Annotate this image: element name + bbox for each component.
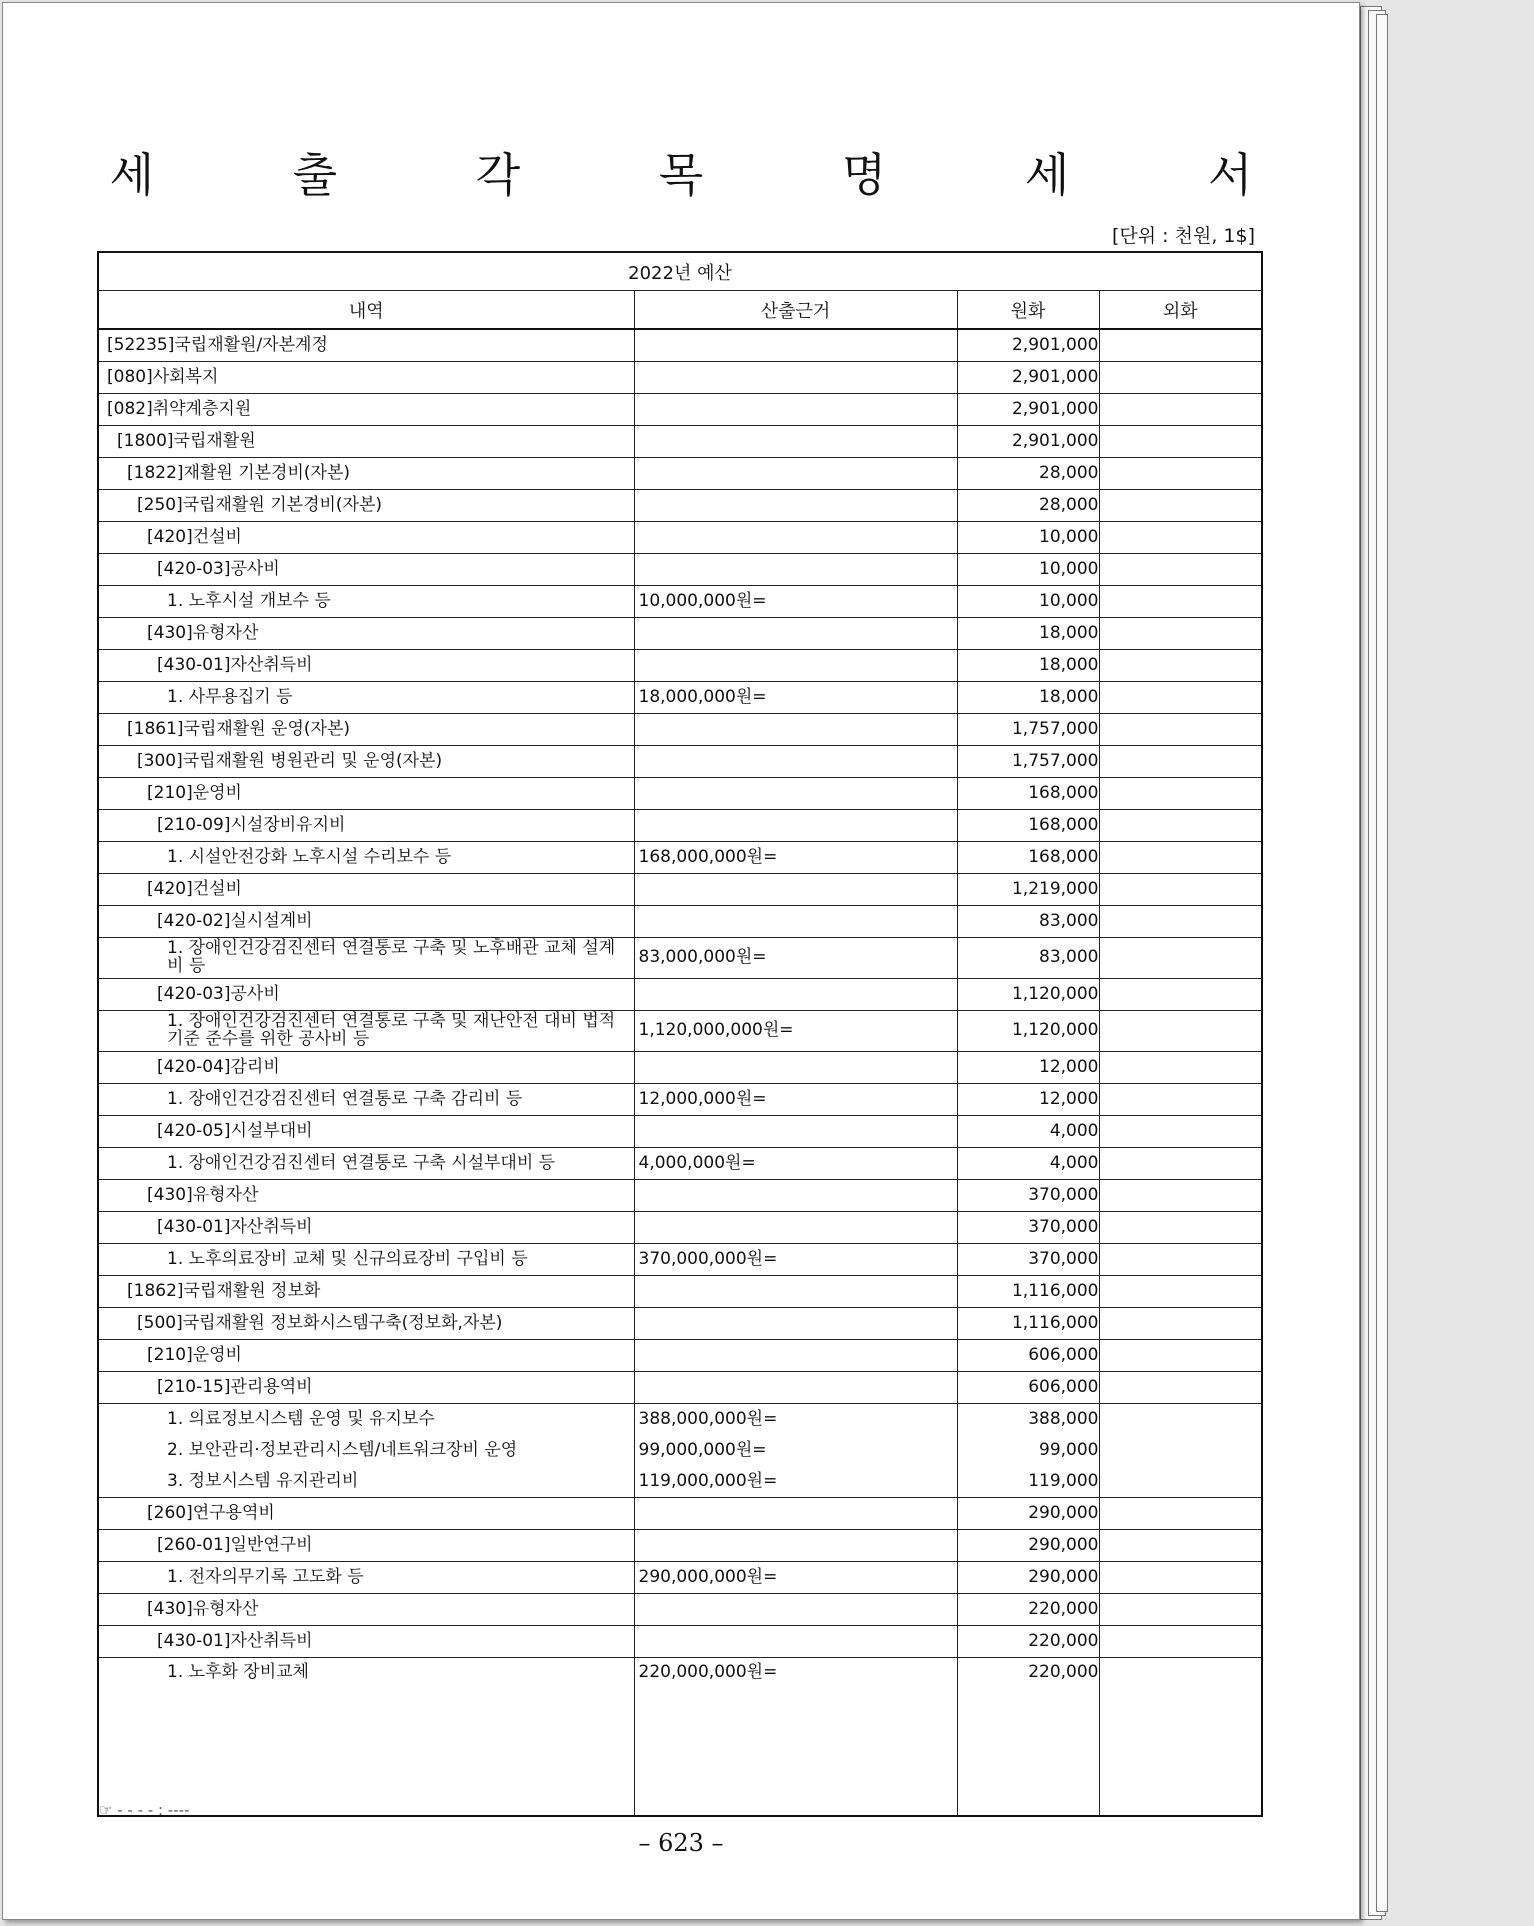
row-amount-foreign (1099, 1180, 1262, 1212)
table-row (98, 650, 1262, 682)
row-basis: 12,000,000원= (634, 1084, 957, 1116)
row-item-name: 1. 노후의료장비 교체 및 신규의료장비 구입비 등 (98, 1244, 634, 1276)
row-item-name: [430-01]자산취득비 (98, 1626, 634, 1658)
row-amount-krw: 220,000 (957, 1626, 1099, 1658)
row-amount-foreign (1099, 1244, 1262, 1276)
row-basis (634, 1308, 957, 1340)
row-amount-foreign (1099, 746, 1262, 778)
row-basis (634, 1372, 957, 1404)
row-amount-krw: 606,000 (957, 1340, 1099, 1372)
row-item-name: 1. 시설안전강화 노후시설 수리보수 등 (98, 842, 634, 874)
row-item-name: 1. 장애인건강검진센터 연결통로 구축 감리비 등 (98, 1084, 634, 1116)
row-amount-foreign (1099, 1562, 1262, 1594)
row-item-name: [420-03]공사비 (98, 554, 634, 586)
row-amount-krw: 370,000 (957, 1212, 1099, 1244)
row-item-name: [210]운영비 (98, 1340, 634, 1372)
row-item-name: 3. 정보시스템 유지관리비 (98, 1466, 634, 1498)
table-row (98, 522, 1262, 554)
row-item-name: [420-03]공사비 (98, 979, 634, 1011)
row-amount-krw: 18,000 (957, 682, 1099, 714)
row-item-name: [210-15]관리용역비 (98, 1372, 634, 1404)
row-item-name: [210]운영비 (98, 778, 634, 810)
table-row (98, 1276, 1262, 1308)
row-amount-foreign (1099, 1212, 1262, 1244)
row-item-name: [500]국립재활원 정보화시스템구축(정보화,자본) (98, 1308, 634, 1340)
row-amount-krw: 12,000 (957, 1084, 1099, 1116)
row-amount-foreign (1099, 1116, 1262, 1148)
column-header-foreign: 외화 (1099, 291, 1262, 330)
row-amount-krw: 1,757,000 (957, 746, 1099, 778)
row-basis (634, 618, 957, 650)
row-basis (634, 1594, 957, 1626)
row-amount-foreign (1099, 1084, 1262, 1116)
row-basis (634, 522, 957, 554)
row-amount-krw: 388,000 (957, 1404, 1099, 1436)
row-basis (634, 746, 957, 778)
row-item-name: [260]연구용역비 (98, 1498, 634, 1530)
row-amount-krw: 290,000 (957, 1498, 1099, 1530)
unit-label: [단위 : 천원, 1$] (1112, 225, 1255, 247)
table-row (98, 458, 1262, 490)
row-item-name: [082]취약계층지원 (98, 394, 634, 426)
row-item-name: [080]사회복지 (98, 362, 634, 394)
row-amount-foreign (1099, 979, 1262, 1011)
row-amount-foreign (1099, 1594, 1262, 1626)
row-basis: 119,000,000원= (634, 1466, 957, 1498)
row-amount-krw: 18,000 (957, 618, 1099, 650)
row-item-name: [420-02]실시설계비 (98, 906, 634, 938)
row-item-name: [1822]재활원 기본경비(자본) (98, 458, 634, 490)
row-amount-krw: 10,000 (957, 554, 1099, 586)
row-basis (634, 554, 957, 586)
row-amount-krw: 2,901,000 (957, 426, 1099, 458)
row-amount-krw: 1,757,000 (957, 714, 1099, 746)
row-basis: 83,000,000원= (634, 938, 957, 979)
footnote: ☞ - - - - : ---- (99, 1801, 190, 1819)
row-amount-foreign (1099, 906, 1262, 938)
budget-table-body (98, 329, 1262, 1816)
row-amount-foreign (1099, 1308, 1262, 1340)
row-item-name: 2. 보안관리·정보관리시스템/네트워크장비 운영 (98, 1435, 634, 1466)
table-row (98, 1404, 1262, 1436)
column-header-basis: 산출근거 (634, 291, 957, 330)
row-basis (634, 1212, 957, 1244)
row-basis: 168,000,000원= (634, 842, 957, 874)
row-item-name: [430]유형자산 (98, 618, 634, 650)
row-amount-krw: 1,116,000 (957, 1276, 1099, 1308)
table-row (98, 1052, 1262, 1084)
row-basis (634, 1276, 957, 1308)
row-basis: 99,000,000원= (634, 1435, 957, 1466)
table-row (98, 682, 1262, 714)
table-row (98, 1340, 1262, 1372)
table-row (98, 810, 1262, 842)
row-amount-foreign (1099, 1626, 1262, 1658)
row-item-name: [250]국립재활원 기본경비(자본) (98, 490, 634, 522)
row-amount-krw: 290,000 (957, 1530, 1099, 1562)
row-amount-krw: 4,000 (957, 1148, 1099, 1180)
row-amount-foreign (1099, 1148, 1262, 1180)
row-item-name: [1862]국립재활원 정보화 (98, 1276, 634, 1308)
table-row (98, 1530, 1262, 1562)
row-amount-krw: 10,000 (957, 586, 1099, 618)
table-row (98, 618, 1262, 650)
row-basis: 290,000,000원= (634, 1562, 957, 1594)
row-amount-foreign (1099, 618, 1262, 650)
row-basis (634, 1052, 957, 1084)
row-item-name: [1861]국립재활원 운영(자본) (98, 714, 634, 746)
row-item-name: 1. 노후화 장비교체 (98, 1658, 634, 1696)
row-item-name: [430]유형자산 (98, 1180, 634, 1212)
row-item-name: 1. 장애인건강검진센터 연결통로 구축 시설부대비 등 (98, 1148, 634, 1180)
row-amount-foreign (1099, 650, 1262, 682)
table-row (98, 1212, 1262, 1244)
row-amount-foreign (1099, 362, 1262, 394)
row-item-name: [52235]국립재활원/자본계정 (98, 329, 634, 362)
row-amount-foreign (1099, 1435, 1262, 1466)
row-amount-foreign (1099, 842, 1262, 874)
table-filler-row (98, 1695, 1262, 1816)
row-basis (634, 778, 957, 810)
table-row (98, 778, 1262, 810)
row-item-name: 1. 장애인건강검진센터 연결통로 구축 및 재난안전 대비 법적 기준 준수를 위한 공사비 등 (98, 1011, 634, 1052)
row-amount-krw: 370,000 (957, 1244, 1099, 1276)
row-basis: 18,000,000원= (634, 682, 957, 714)
row-basis (634, 394, 957, 426)
table-row (98, 746, 1262, 778)
row-amount-foreign (1099, 1052, 1262, 1084)
row-amount-foreign (1099, 1466, 1262, 1498)
row-amount-foreign (1099, 1658, 1262, 1696)
row-item-name: [1800]국립재활원 (98, 426, 634, 458)
row-amount-krw: 370,000 (957, 1180, 1099, 1212)
row-amount-krw: 4,000 (957, 1116, 1099, 1148)
empty-cell (957, 1695, 1099, 1816)
row-item-name: [430]유형자산 (98, 1594, 634, 1626)
table-row (98, 1466, 1262, 1498)
table-row (98, 1180, 1262, 1212)
row-amount-krw: 2,901,000 (957, 329, 1099, 362)
row-basis (634, 1116, 957, 1148)
row-amount-krw: 83,000 (957, 906, 1099, 938)
row-basis (634, 1626, 957, 1658)
row-item-name: [420]건설비 (98, 522, 634, 554)
row-item-name: [210-09]시설장비유지비 (98, 810, 634, 842)
row-item-name: 1. 노후시설 개보수 등 (98, 586, 634, 618)
row-amount-foreign (1099, 1498, 1262, 1530)
table-row (98, 1244, 1262, 1276)
table-row (98, 1435, 1262, 1466)
row-amount-krw: 99,000 (957, 1435, 1099, 1466)
row-basis (634, 810, 957, 842)
row-amount-krw: 290,000 (957, 1562, 1099, 1594)
row-basis (634, 426, 957, 458)
row-amount-krw: 168,000 (957, 842, 1099, 874)
table-row (98, 394, 1262, 426)
table-row (98, 362, 1262, 394)
row-item-name: 1. 사무용집기 등 (98, 682, 634, 714)
row-basis (634, 1530, 957, 1562)
row-basis (634, 490, 957, 522)
row-amount-krw: 10,000 (957, 522, 1099, 554)
row-amount-foreign (1099, 714, 1262, 746)
table-row (98, 1116, 1262, 1148)
empty-cell (1099, 1695, 1262, 1816)
row-item-name: [420]건설비 (98, 874, 634, 906)
column-header-item: 내역 (98, 291, 634, 330)
table-row (98, 1084, 1262, 1116)
row-amount-krw: 220,000 (957, 1594, 1099, 1626)
row-amount-krw: 119,000 (957, 1466, 1099, 1498)
row-amount-krw: 168,000 (957, 810, 1099, 842)
table-row (98, 1594, 1262, 1626)
row-item-name: 1. 장애인건강검진센터 연결통로 구축 및 노후배관 교체 설계비 등 (98, 938, 634, 979)
table-row (98, 938, 1262, 979)
row-amount-foreign (1099, 874, 1262, 906)
table-row (98, 554, 1262, 586)
table-row (98, 1372, 1262, 1404)
row-amount-krw: 28,000 (957, 458, 1099, 490)
row-item-name: [430-01]자산취득비 (98, 1212, 634, 1244)
row-basis: 220,000,000원= (634, 1658, 957, 1696)
row-basis: 370,000,000원= (634, 1244, 957, 1276)
row-amount-foreign (1099, 938, 1262, 979)
row-basis (634, 979, 957, 1011)
budget-table (97, 251, 1263, 1817)
row-item-name: 1. 의료정보시스템 운영 및 유지보수 (98, 1404, 634, 1436)
row-basis: 10,000,000원= (634, 586, 957, 618)
row-amount-foreign (1099, 682, 1262, 714)
row-basis (634, 329, 957, 362)
row-basis: 4,000,000원= (634, 1148, 957, 1180)
row-basis (634, 650, 957, 682)
row-amount-foreign (1099, 1340, 1262, 1372)
row-item-name: 1. 전자의무기록 고도화 등 (98, 1562, 634, 1594)
row-amount-krw: 168,000 (957, 778, 1099, 810)
row-basis: 388,000,000원= (634, 1404, 957, 1436)
row-amount-krw: 1,116,000 (957, 1308, 1099, 1340)
table-row (98, 1011, 1262, 1052)
table-row (98, 1626, 1262, 1658)
table-row (98, 586, 1262, 618)
row-item-name: [430-01]자산취득비 (98, 650, 634, 682)
table-row (98, 490, 1262, 522)
table-row (98, 329, 1262, 362)
row-amount-krw: 83,000 (957, 938, 1099, 979)
table-row (98, 874, 1262, 906)
row-amount-foreign (1099, 522, 1262, 554)
row-amount-foreign (1099, 458, 1262, 490)
row-item-name: [260-01]일반연구비 (98, 1530, 634, 1562)
row-item-name: [420-05]시설부대비 (98, 1116, 634, 1148)
page-stack-edge (1376, 14, 1388, 1912)
row-amount-foreign (1099, 1011, 1262, 1052)
page-title: 세 출 각 목 명 세 서 (109, 148, 1315, 202)
row-amount-krw: 2,901,000 (957, 362, 1099, 394)
row-basis (634, 362, 957, 394)
row-amount-foreign (1099, 554, 1262, 586)
table-row (98, 714, 1262, 746)
row-amount-foreign (1099, 1404, 1262, 1436)
row-amount-foreign (1099, 586, 1262, 618)
row-item-name: [420-04]감리비 (98, 1052, 634, 1084)
empty-cell (98, 1695, 634, 1816)
table-row (98, 1498, 1262, 1530)
row-amount-foreign (1099, 810, 1262, 842)
table-row (98, 1658, 1262, 1696)
row-amount-krw: 1,120,000 (957, 979, 1099, 1011)
row-basis (634, 458, 957, 490)
table-row (98, 906, 1262, 938)
row-basis (634, 1180, 957, 1212)
table-row (98, 1148, 1262, 1180)
row-basis: 1,120,000,000원= (634, 1011, 957, 1052)
document-page (2, 2, 1360, 1920)
row-amount-krw: 28,000 (957, 490, 1099, 522)
row-amount-krw: 606,000 (957, 1372, 1099, 1404)
row-amount-foreign (1099, 1530, 1262, 1562)
row-amount-krw: 2,901,000 (957, 394, 1099, 426)
row-item-name: [300]국립재활원 병원관리 및 운영(자본) (98, 746, 634, 778)
row-amount-krw: 1,219,000 (957, 874, 1099, 906)
row-basis (634, 906, 957, 938)
table-row (98, 1562, 1262, 1594)
row-amount-krw: 18,000 (957, 650, 1099, 682)
row-basis (634, 714, 957, 746)
row-amount-foreign (1099, 329, 1262, 362)
column-header-krw: 원화 (957, 291, 1099, 330)
row-amount-foreign (1099, 1276, 1262, 1308)
table-row (98, 979, 1262, 1011)
row-amount-krw: 12,000 (957, 1052, 1099, 1084)
table-row (98, 426, 1262, 458)
year-header: 2022년 예산 (98, 252, 1262, 291)
row-amount-krw: 220,000 (957, 1658, 1099, 1696)
row-amount-foreign (1099, 1372, 1262, 1404)
page-number: – 623 – (638, 1829, 724, 1857)
table-row (98, 1308, 1262, 1340)
row-basis (634, 874, 957, 906)
row-basis (634, 1340, 957, 1372)
row-amount-foreign (1099, 778, 1262, 810)
row-amount-foreign (1099, 490, 1262, 522)
row-amount-krw: 1,120,000 (957, 1011, 1099, 1052)
table-row (98, 842, 1262, 874)
row-amount-foreign (1099, 394, 1262, 426)
empty-cell (634, 1695, 957, 1816)
row-amount-foreign (1099, 426, 1262, 458)
row-basis (634, 1498, 957, 1530)
